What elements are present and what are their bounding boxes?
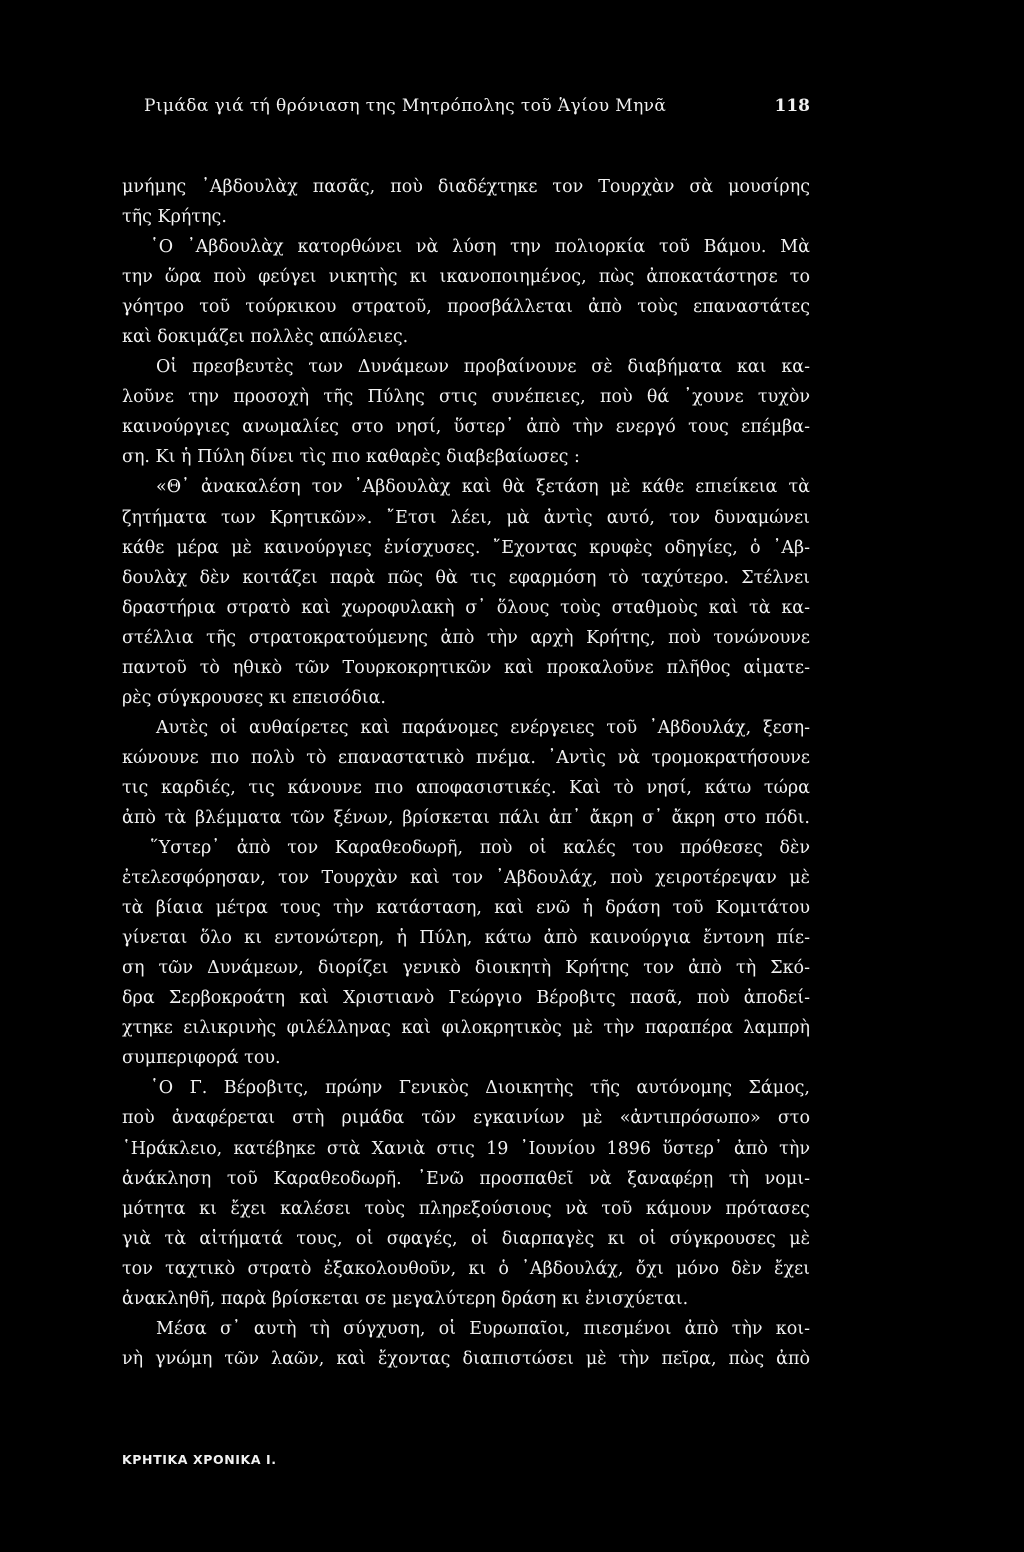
text-line: ἀνακληθῆ, παρὰ βρίσκεται σε μεγαλύτερη δράση κι ἐνισχύεται. xyxy=(122,1288,689,1309)
text-line: λοῦνε την προσοχὴ τῆς Πύλης στις συνέπειες, ποὺ θά ᾿χουνε τυχὸν xyxy=(122,387,810,408)
text-line: καὶ δοκιμάζει πολλὲς απώλειες. xyxy=(122,327,409,348)
text-line: συμπεριφορά του. xyxy=(122,1048,281,1069)
text-line: ἀπὸ τὰ βλέμματα τῶν ξένων, βρίσκεται πάλι ἀπ᾿ ἄκρη σ᾿ ἄκρη στο πόδι. xyxy=(122,807,810,828)
text-line: μνήμης ᾿Αβδουλὰχ πασᾶς, ποὺ διαδέχτηκε τον Τουρχὰν σὰ μουσίρης xyxy=(122,177,810,197)
text-line: γίνεται ὅλο κι εντονώτερη, ἡ Πύλη, κάτω ἀπὸ καινούργια ἔντονη πίε- xyxy=(122,928,810,949)
text-line: ρὲς σύγκρουσες κι επεισόδια. xyxy=(122,687,386,708)
text-line: παντοῦ τὸ ηθικὸ τῶν Τουρκοκρητικῶν καὶ προκαλοῦνε πλῆθος αἱματε- xyxy=(122,657,810,678)
text-line: δρα Σερβοκροάτη καὶ Χριστιανὸ Γεώργιο Βέροβιτς πασᾶ, ποὺ ἀποδεί- xyxy=(122,988,810,1009)
text-line: νὴ γνώμη τῶν λαῶν, καὶ ἔχοντας διαπιστώσει μὲ τὴν πεῖρα, πὼς ἀπὸ xyxy=(122,1348,810,1369)
text-line: την ὥρα ποὺ φεύγει νικητὴς κι ικανοποιημένος, πὼς ἀποκατάστησε το xyxy=(122,267,810,288)
body-text xyxy=(122,172,810,1374)
text-line: χτηκε ειλικρινὴς φιλέλληνας καὶ φιλοκρητικὸς μὲ τὴν παραπέρα λαμπρὴ xyxy=(122,1018,810,1039)
text-line: ἐτελεσφόρησαν, τον Τουρχὰν καὶ τον ᾿Αβδουλάχ, ποὺ χειροτέρεψαν μὲ xyxy=(122,868,810,889)
text-line: «Θ᾿ ἀνακαλέση τον ᾿Αβδουλὰχ καὶ θὰ ξετάση μὲ κάθε επιείκεια τὰ xyxy=(156,477,810,498)
text-line: στέλλια τῆς στρατοκρατούμενης ἀπὸ τὴν αρχὴ Κρήτης, ποὺ τονώνουνε xyxy=(122,627,810,648)
text-line: κάθε μέρα μὲ καινούργιες ἐνίσχυσες. ῎Εχοντας κρυφὲς οδηγίες, ὁ ᾿Αβ- xyxy=(122,537,810,558)
text-line: γιὰ τὰ αἰτήματά τους, οἱ σφαγές, οἱ διαρπαγὲς κι οἱ σύγκρουσες μὲ xyxy=(122,1228,810,1249)
text-line: ζητήματα των Κρητικῶν». ῎Ετσι λέει, μὰ ἀντὶς αυτό, τον δυναμώνει xyxy=(122,507,810,528)
text-line: Οἱ πρεσβευτὲς των Δυνάμεων προβαίνουνε σὲ διαβήματα και κα- xyxy=(156,357,810,378)
text-line: κώνουνε πιο πολὺ τὸ επαναστατικὸ πνέμα. ᾿Αντὶς νὰ τρομοκρατήσουνε xyxy=(122,747,810,768)
text-line: ῾Ο Γ. Βέροβιτς, πρώην Γενικὸς Διοικητὴς τῆς αυτόνομης Σάμος, xyxy=(150,1078,810,1099)
text-line: τὰ βίαια μέτρα τους τὴν κατάσταση, καὶ ενῶ ἡ δράση τοῦ Κομιτάτου xyxy=(122,898,810,919)
text-line: ση. Κι ἡ Πύλη δίνει τὶς πιο καθαρὲς διαβεβαίωσες : xyxy=(122,447,580,468)
page xyxy=(122,96,810,1374)
running-head xyxy=(122,96,810,126)
text-line: ῾Ηράκλειο, κατέβηκε στὰ Χανιὰ στις 19 ᾿Ιουνίου 1896 ὕστερ᾿ ἀπὸ τὴν xyxy=(122,1138,810,1159)
text-line: καινούργιες ανωμαλίες στο νησί, ὕστερ᾿ ἀπὸ τὴν ενεργό τους επέμβα- xyxy=(122,417,810,438)
text-line: γόητρο τοῦ τούρκικου στρατοῦ, προσβάλλεται ἀπὸ τοὺς επαναστάτες xyxy=(122,297,810,318)
text-line: Αυτὲς οἱ αυθαίρετες καὶ παράνομες ενέργειες τοῦ ᾿Αβδουλάχ, ξεση- xyxy=(156,717,810,738)
text-line: τις καρδιές, τις κάνουνε πιο αποφασιστικές. Καὶ τὸ νησί, κάτω τώρα xyxy=(122,777,810,798)
text-line: ἀνάκληση τοῦ Καραθεοδωρῆ. ᾿Ενῶ προσπαθεῖ νὰ ξαναφέρῃ τὴ νομι- xyxy=(122,1168,810,1189)
page-number: 118 xyxy=(774,96,810,116)
text-line: τῆς Κρήτης. xyxy=(122,207,227,228)
text-line: Μέσα σ᾿ αυτὴ τὴ σύγχυση, οἱ Ευρωπαῖοι, πιεσμένοι ἀπὸ τὴν κοι- xyxy=(156,1318,810,1339)
text-line: ποὺ ἀναφέρεται στὴ ριμάδα τῶν εγκαινίων μὲ «ἀντιπρόσωπο» στο xyxy=(122,1108,810,1129)
text-line: δραστήρια στρατὸ καὶ χωροφυλακὴ σ᾿ ὅλους τοὺς σταθμοὺς καὶ τὰ κα- xyxy=(122,597,810,618)
text-line: μότητα κι ἔχει καλέσει τοὺς πληρεξούσιους νὰ τοῦ κάμουν πρότασες xyxy=(122,1198,810,1219)
text-line: ῾Ο ᾿Αβδουλὰχ κατορθώνει νὰ λύση την πολιορκία τοῦ Βάμου. Μὰ xyxy=(150,237,810,258)
running-head-title: Ριμάδα γιά τή θρόνιαση της Μητρόπολης τοῦ Ἁγίου Μηνᾶ xyxy=(144,96,667,116)
footer-signature: ΚΡΗΤΙΚΑ ΧΡΟΝΙΚΑ Ι. xyxy=(122,1452,277,1467)
text-line: δουλὰχ δὲν κοιτάζει παρὰ πῶς θὰ τις εφαρμόση τὸ ταχύτερο. Στέλνει xyxy=(122,567,810,588)
text-line: τον ταχτικὸ στρατὸ ἐξακολουθοῦν, κι ὁ ᾿Αβδουλάχ, ὄχι μόνο δὲν ἔχει xyxy=(122,1258,810,1279)
text-line: ῞Υστερ᾿ ἀπὸ τον Καραθεοδωρῆ, ποὺ οἱ καλές του πρόθεσες δὲν xyxy=(150,838,810,859)
text-line: ση τῶν Δυνάμεων, διορίζει γενικὸ διοικητὴ Κρήτης τον ἀπὸ τὴ Σκό- xyxy=(122,958,810,979)
